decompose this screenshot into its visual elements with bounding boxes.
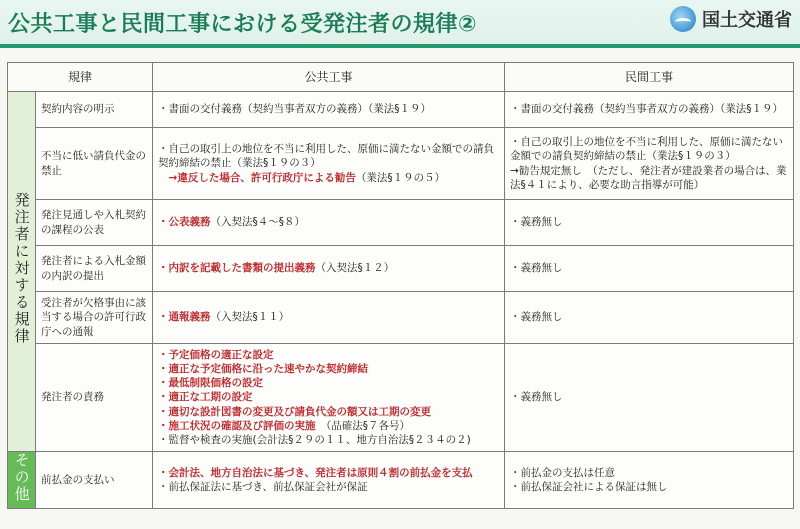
- row-label: 発注者による入札金額の内訳の提出: [36, 246, 153, 292]
- row-label: 発注見通しや入札契約の課程の公表: [36, 200, 153, 246]
- row-label: 契約内容の明示: [36, 92, 153, 128]
- private-cell: ・義務無し: [505, 200, 794, 246]
- table-row: [8, 246, 794, 292]
- public-cell: ・公表義務（入契法§４～§８）: [153, 200, 505, 246]
- private-cell: ・義務無し: [505, 292, 794, 344]
- ministry-logo: [670, 6, 792, 32]
- public-cell: ・予定価格の適正な設定 ・適正な予定価格に沿った速やかな契約締結 ・最低制限価格の設定 ・適正な工期の設定 ・適切な設計図書の変更及び請負代金の額又は工期の変更 ・施工状況の確認及び評価の実施 （品確法§７各号） ・監督や検査の実施(会計法§２９の１１、地方自治法§２３４の２): [153, 344, 505, 452]
- private-cell: ・書面の交付義務（契約当事者双方の義務）（業法§１９）: [505, 92, 794, 128]
- row-label: 発注者の責務: [36, 344, 153, 452]
- header-rule: 規律: [8, 63, 153, 92]
- table-row: [8, 452, 794, 509]
- group-other: その他: [8, 452, 36, 509]
- group-orderer: 発注者に対する規律: [8, 92, 36, 452]
- header-public: 公共工事: [153, 63, 505, 92]
- title-bar: [0, 0, 800, 48]
- row-label: 前払金の支払い: [36, 452, 153, 509]
- page-title: 公共工事と民間工事における受発注者の規律②: [8, 12, 478, 37]
- ministry-name: 国土交通省: [702, 10, 792, 31]
- table-row: [8, 292, 794, 344]
- table-row: [8, 200, 794, 246]
- public-cell: ・書面の交付義務（契約当事者双方の義務）（業法§１９）: [153, 92, 505, 128]
- rules-table: [7, 62, 794, 509]
- public-cell: ・通報義務（入契法§１１）: [153, 292, 505, 344]
- table-header-row: [8, 63, 794, 92]
- header-private: 民間工事: [505, 63, 794, 92]
- private-cell: ・義務無し: [505, 344, 794, 452]
- public-cell: ・自己の取引上の地位を不当に利用した、原価に満たない金額での請負契約締結の禁止（業法§１９の３） →違反した場合、許可行政庁による勧告（業法§１９の５）: [153, 128, 505, 200]
- public-cell: ・会計法、地方自治法に基づき、発注者は原則４割の前払金を支払 ・前払保証法に基づき、前払保証会社が保証: [153, 452, 505, 509]
- table-row: [8, 344, 794, 452]
- table-row: [8, 92, 794, 128]
- row-label: 受注者が欠格事由に該当する場合の許可行政庁への通報: [36, 292, 153, 344]
- private-cell: ・前払金の支払は任意 ・前払保証会社による保証は無し: [505, 452, 794, 509]
- row-label: 不当に低い請負代金の禁止: [36, 128, 153, 200]
- private-cell: ・自己の取引上の地位を不当に利用した、原価に満たない金額での請負契約締結の禁止（業法§１９の３） →勧告規定無し （ただし、発注者が建設業者の場合は、業法§４１により、必要な助言指導が可能）: [505, 128, 794, 200]
- private-cell: ・義務無し: [505, 246, 794, 292]
- table-row: [8, 128, 794, 200]
- public-cell: ・内訳を記載した書類の提出義務（入契法§１２）: [153, 246, 505, 292]
- ministry-emblem-icon: [670, 6, 696, 32]
